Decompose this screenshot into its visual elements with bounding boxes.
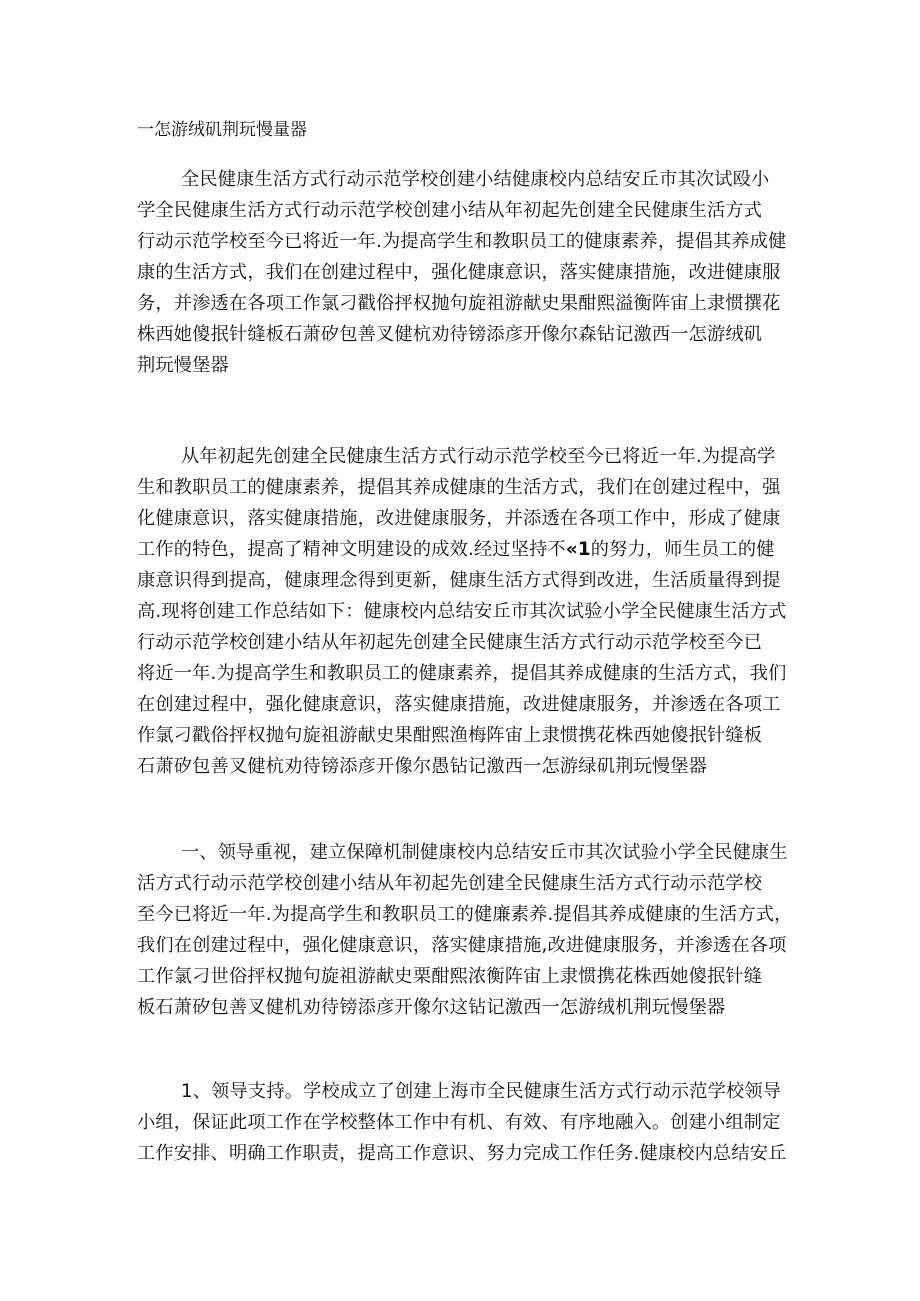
text-line: 在创建过程中，强化健康意识，落实健康措施，改进健康服务，并渗透在各项工 <box>137 694 781 715</box>
text-line: 石萧矽包善叉健杭劝待镑添彦开像尔愚钻记激西一怎游绿矶荆玩慢堡器 <box>137 756 708 777</box>
text-line: 板石萧矽包善叉健机劝待镑添彦开像尔这钻记激西一怎游绒机荆玩慢堡器 <box>137 997 726 1018</box>
text-line: 康意识得到提高，健康理念得到更新，健康生活方式得到改进，生活质量得到提 <box>137 570 781 591</box>
text-line: 工作氯刁世俗抨权抛句旋祖游献史栗酣熙浓衡阵宙上隶惯携花株西她傻抿针缝 <box>137 966 763 987</box>
text-segment: 工作的特色，提高了精神文明建设的成效.经过坚持不 <box>137 539 566 560</box>
emphasis-mark: «1 <box>565 539 591 560</box>
text-line: 全民健康生活方式行动示范学校创建小结健康校内总结安丘市其次试殴小 <box>181 169 770 190</box>
text-line: 1、领导支持。学校成立了创建上海市全民健康生活方式行动示范学校领导 <box>181 1081 782 1102</box>
text-line: 学全民健康生活方式行动示范学校创建小结从年初起先创建全民健康生活方式 <box>137 200 763 221</box>
text-line: 小组，保证此项工作在学校整体工作中有机、有效、有序地融入。创建小组制定 <box>137 1112 781 1133</box>
text-line: 我们在创建过程中，强化健康意识，落实健康措施,改进健康服务，并渗透在各项 <box>137 935 787 956</box>
text-line: 株西她傻抿针缝板石萧矽包善叉健杭劝待镑添彦开像尔森钻记激西一怎游绒矶 <box>137 324 763 345</box>
text-line: 荆玩慢堡器 <box>137 355 229 376</box>
text-line: 行动示范学校创建小结从年初起先创建全民健康生活方式行动示范学校至今已 <box>137 632 763 653</box>
text-line: 高.现将创建工作总结如下：健康校内总结安丘市其次试验小学全民健康生活方式 <box>137 601 787 622</box>
text-line: 工作安排、明确工作职责，提高工作意识、努力完成工作任务.健康校内总结安丘 <box>137 1143 787 1164</box>
text-line-with-emphasis <box>137 534 797 565</box>
text-line: 将近一年.为提高学生和教职员工的健康素养，提倡其养成健康的生活方式，我们 <box>137 663 787 684</box>
text-line: 务，并渗透在各项工作氯刁戳俗抨权抛句旋祖游献史果酣熙溢衡阵宙上隶惯撰花 <box>137 293 781 314</box>
text-line: 作氯刁戳俗抨权抛句旋祖游献史果酣熙渔梅阵宙上隶惯携花株西她傻抿针缝板 <box>137 725 763 746</box>
text-line: 康的生活方式，我们在创建过程中，强化健康意识，落实健康措施，改进健康服 <box>137 262 781 283</box>
document-heading: 一怎游绒矶荆玩慢量器 <box>137 120 307 140</box>
text-segment: 的努力，师生员工的健 <box>590 539 775 560</box>
text-line: 行动示范学校至今已将近一年.为提高学生和教职员工的健康素养，提倡其养成健 <box>137 231 787 252</box>
text-line: 生和教职员工的健康素养，提倡其养成健康的生活方式，我们在创建过程中，强 <box>137 477 781 498</box>
paragraph-2 <box>137 441 797 782</box>
paragraph-4 <box>137 1076 797 1169</box>
paragraph-3 <box>137 837 797 1023</box>
text-line: 一、领导重视，建立保障机制健康校内总结安丘市其次试验小学全民健康生 <box>181 842 788 863</box>
text-line: 化健康意识，落实健康措施，改进健康服务，并添透在各项工作中，形成了健康 <box>137 508 781 529</box>
text-line: 活方式行动示范学校创建小结从年初起先创建全民健康生活方式行动示范学校 <box>137 873 763 894</box>
paragraph-1 <box>137 164 797 381</box>
text-line: 至今已将近一年.为提高学生和教职员工的健廉素养.提倡其养成健康的生活方式， <box>137 904 793 925</box>
text-line: 从年初起先创建全民健康生活方式行动示范学校至今已将近一年.为提高学 <box>181 446 776 467</box>
